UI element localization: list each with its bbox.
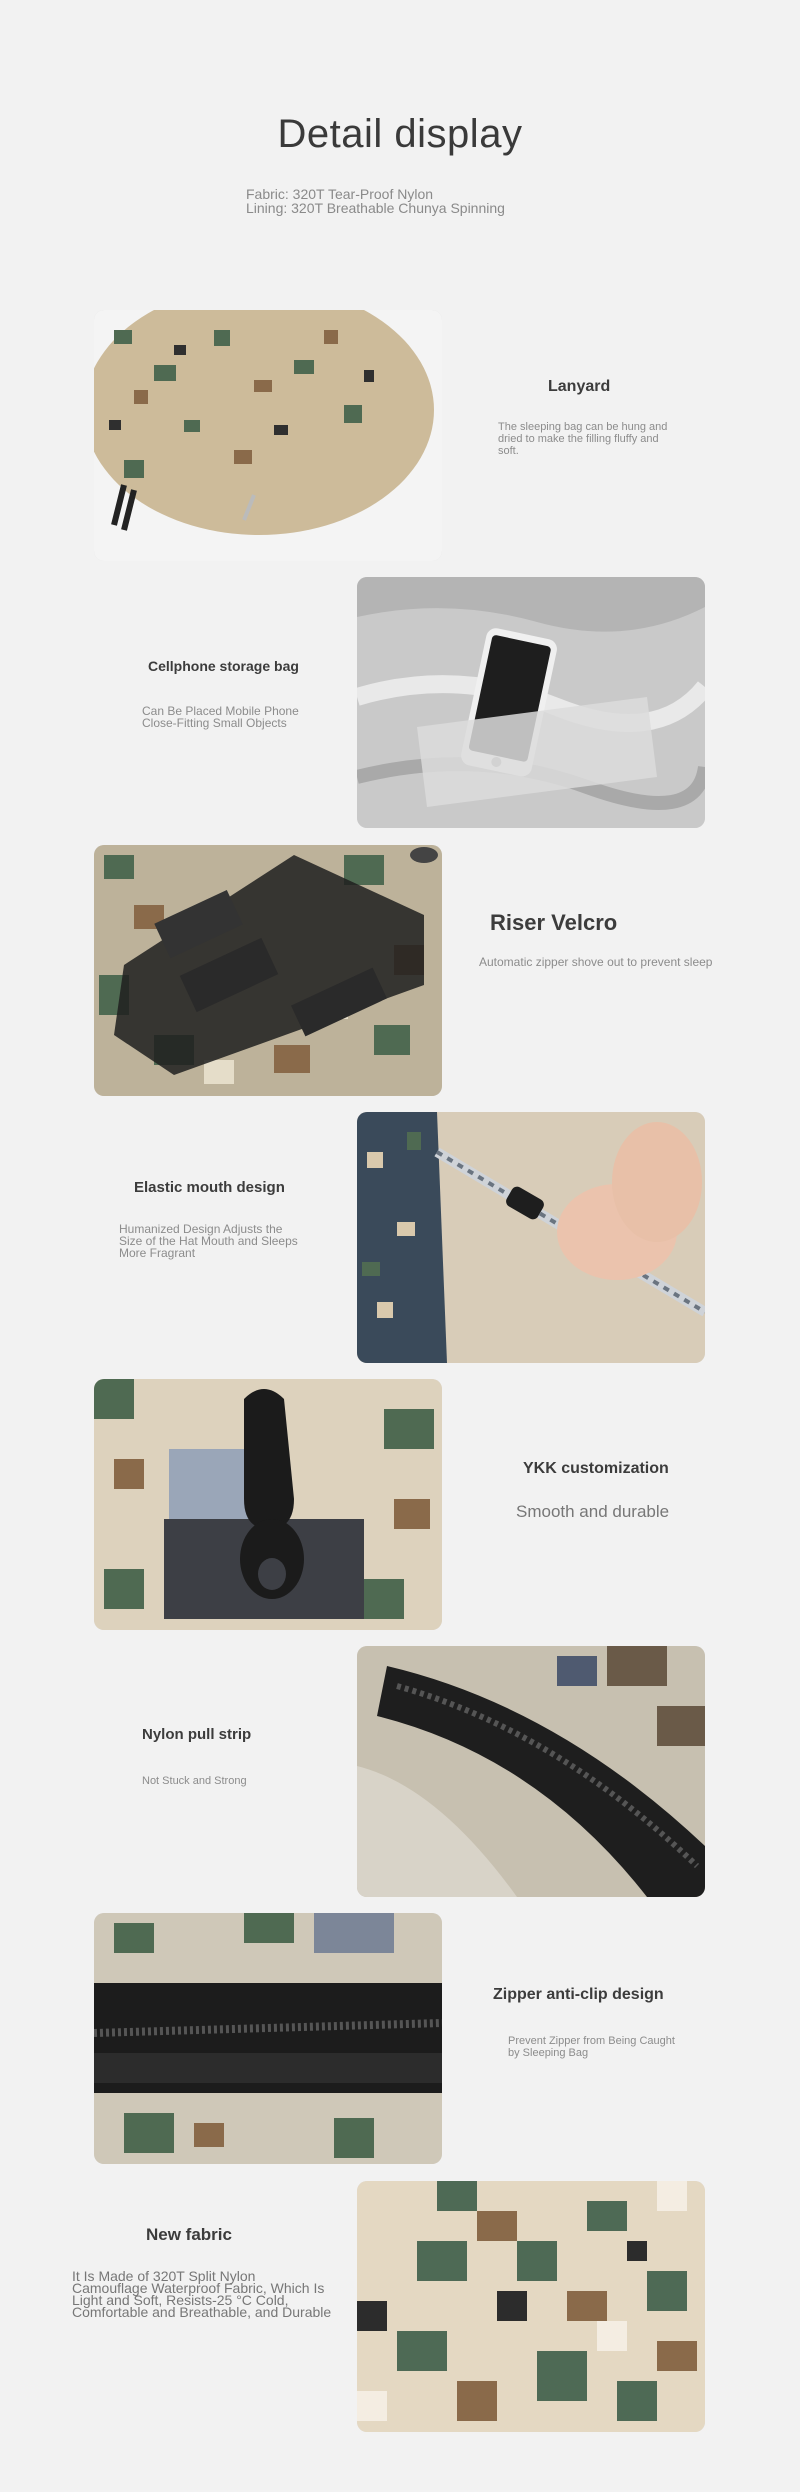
anti-clip-photo [94, 1913, 442, 2164]
lanyard-description: The sleeping bag can be hung and dried to make the filling fluffy and soft. [498, 421, 668, 457]
new-fabric-photo [357, 2181, 705, 2432]
elastic-mouth-description: Humanized Design Adjusts the Size of the Hat Mouth and Sleeps More Fragrant [119, 1222, 298, 1260]
ykk-photo [94, 1379, 442, 1630]
cellphone-bag-description: Can Be Placed Mobile Phone Close-Fitting Small Objects [142, 704, 299, 730]
new-fabric-title: New fabric [146, 2225, 232, 2244]
cellphone-bag-title: Cellphone storage bag [148, 658, 299, 674]
riser-velcro-title: Riser Velcro [490, 910, 618, 935]
elastic-mouth-photo [357, 1112, 705, 1363]
anti-clip-description: Prevent Zipper from Being Caught by Sleeping Bag [508, 2035, 675, 2059]
lining-spec: Lining: 320T Breathable Chunya Spinning [246, 200, 505, 216]
ykk-description: Smooth and durable [516, 1502, 670, 1521]
lanyard-photo [94, 310, 442, 561]
elastic-mouth-title: Elastic mouth design [134, 1179, 285, 1196]
nylon-strip-title: Nylon pull strip [142, 1726, 252, 1743]
anti-clip-title: Zipper anti-clip design [493, 1986, 664, 2003]
cellphone-bag-photo [357, 577, 705, 828]
page-title: Detail display [277, 112, 523, 156]
nylon-strip-photo [357, 1646, 705, 1897]
ykk-title: YKK customization [523, 1460, 669, 1477]
new-fabric-description: It Is Made of 320T Split Nylon Camouflage Waterproof Fabric, Which Is Light and Soft, Resists-25 °C Cold, Comfortable and Breathable, and Durable [72, 2268, 332, 2320]
nylon-strip-description: Not Stuck and Strong [142, 1775, 247, 1787]
fabric-spec: Fabric: 320T Tear-Proof Nylon [246, 186, 434, 202]
riser-velcro-photo [94, 845, 442, 1096]
riser-velcro-description: Automatic zipper shove out to prevent sleep [479, 955, 713, 969]
lanyard-title: Lanyard [548, 378, 611, 395]
